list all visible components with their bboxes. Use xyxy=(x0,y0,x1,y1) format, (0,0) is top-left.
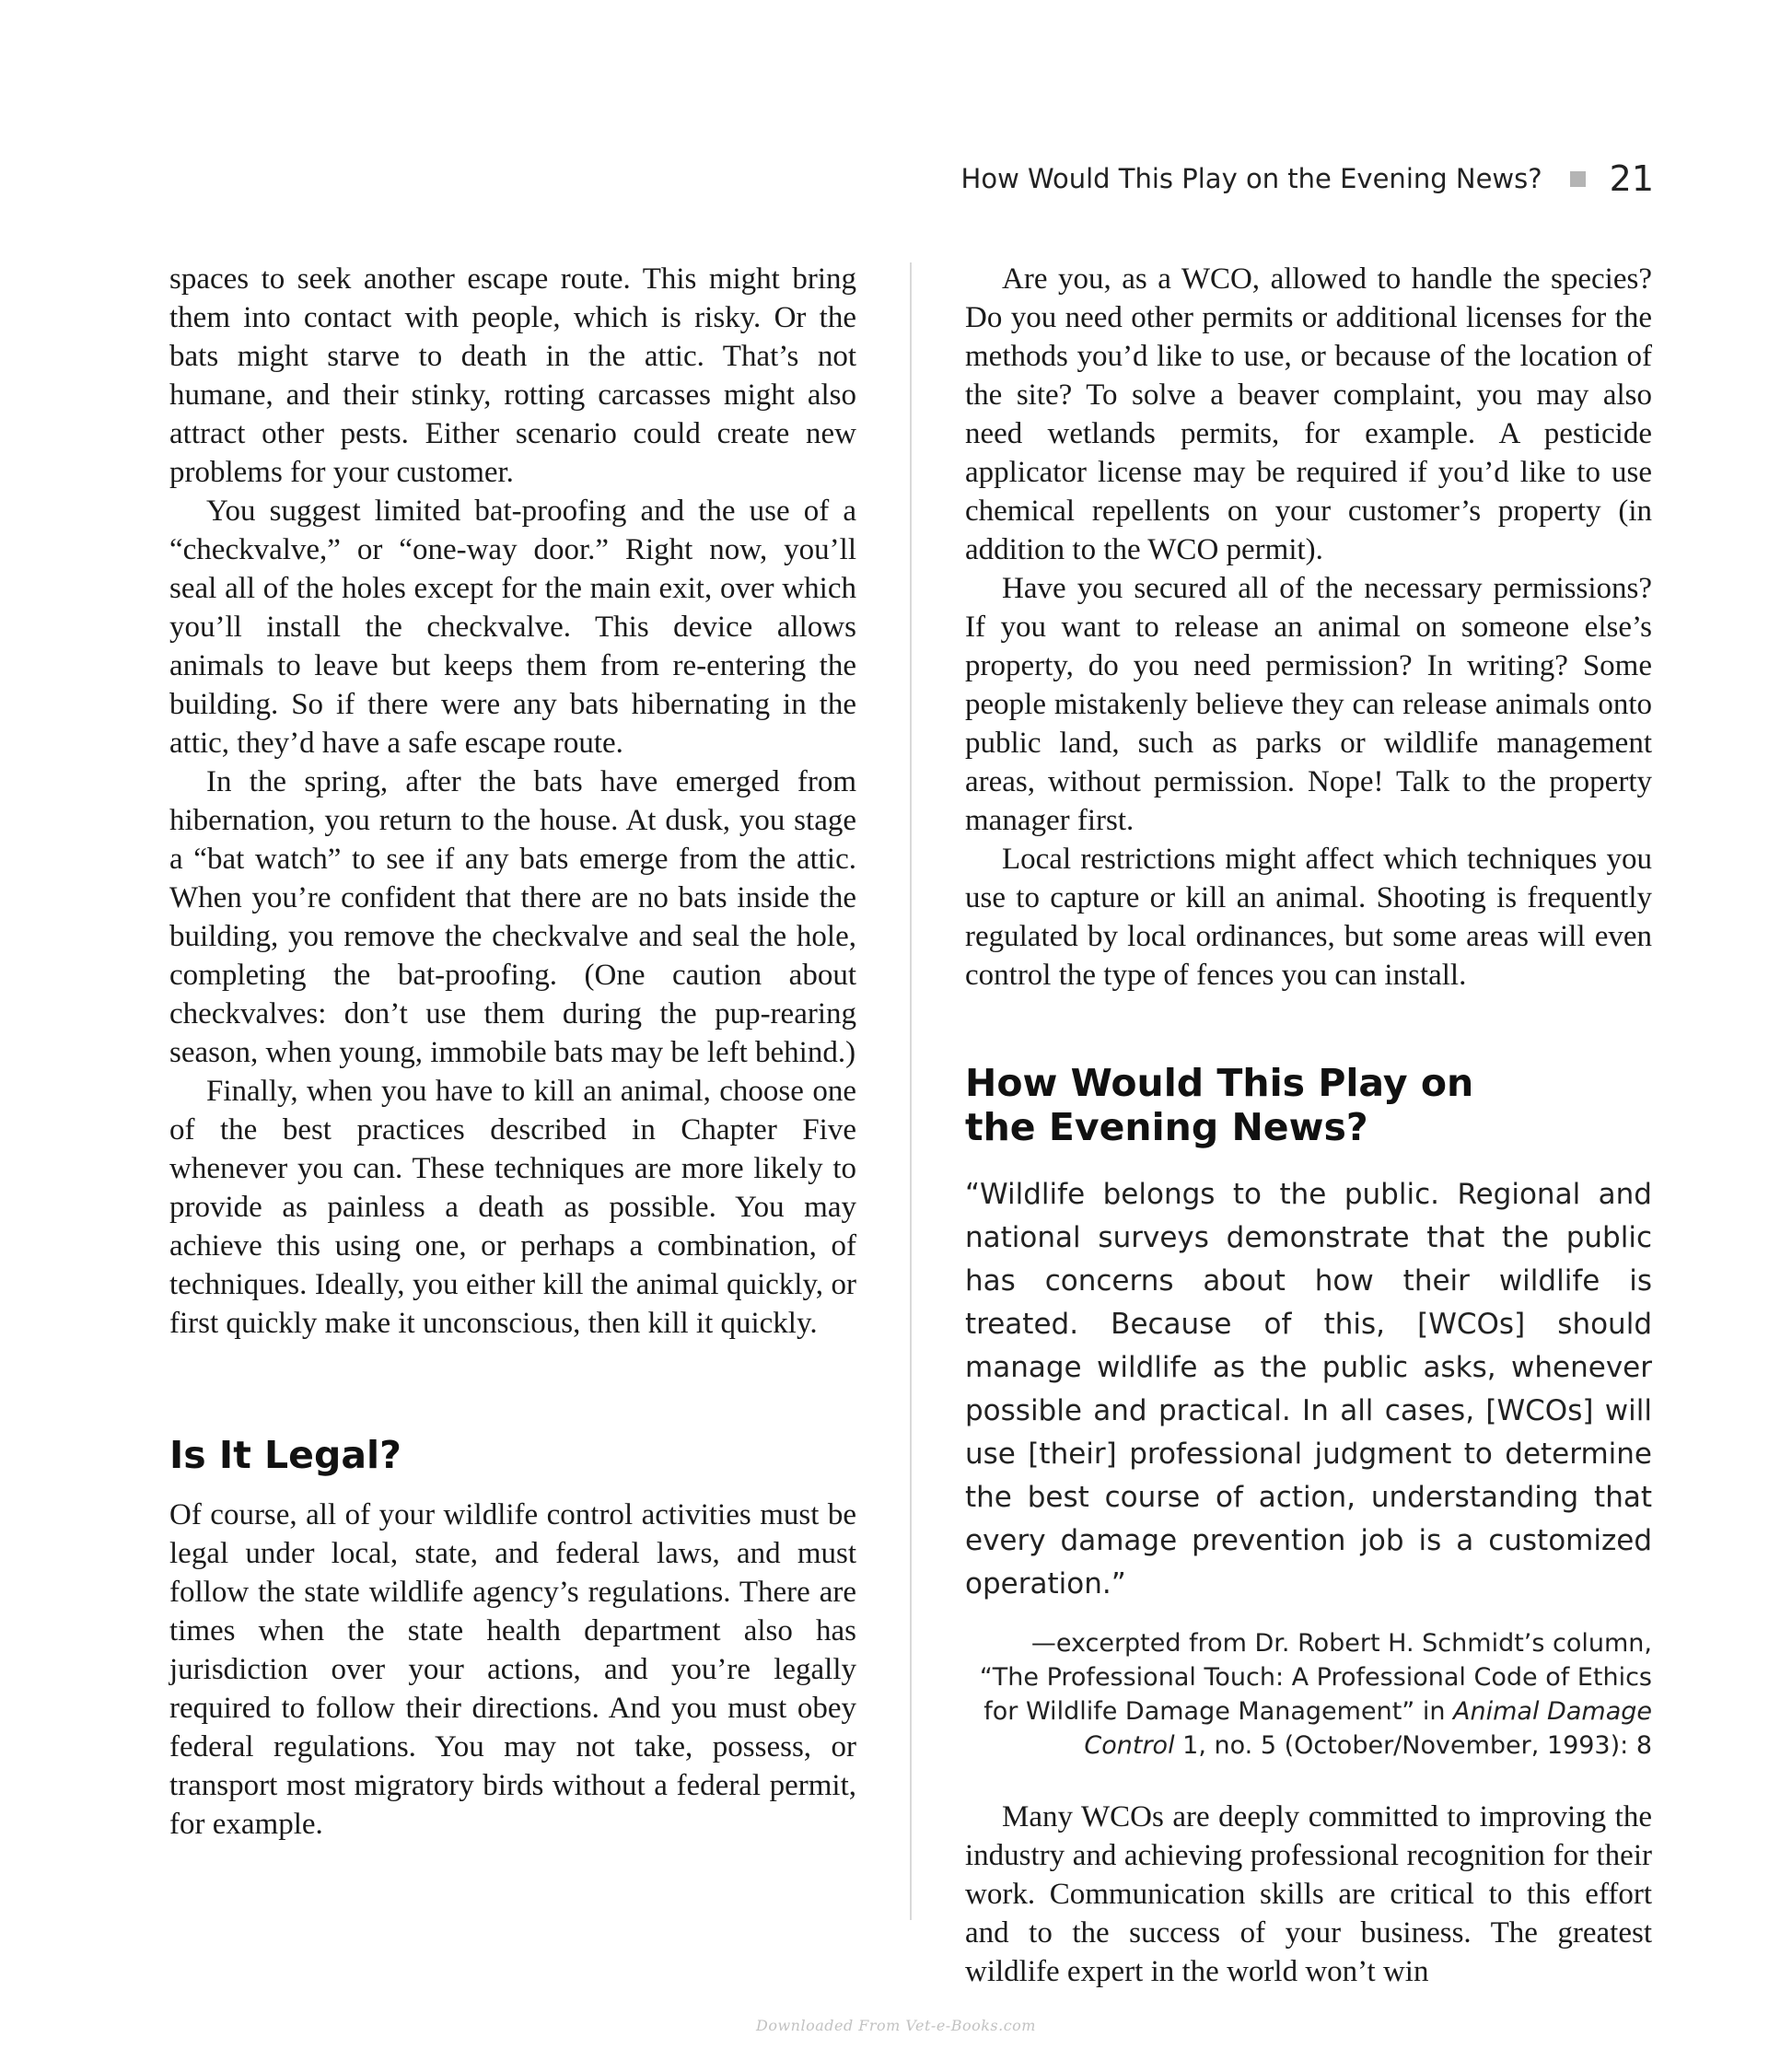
section-heading-evening-news: How Would This Play on the Evening News? xyxy=(965,1061,1474,1149)
attribution-line: “The Professional Touch: A Professional Code of Ethics xyxy=(979,1663,1652,1692)
body-paragraph: Are you, as a WCO, allowed to handle the species? Do you need other permits or additional licenses for the methods you’d like to use, or because of the location of the site? To solve a beaver complaint, you may also need wetlands permits, for example. A pesticide applicator license may be required if you’d like to use chemical repellents on your customer’s property (in addition to the WCO permit). xyxy=(965,262,1652,566)
page-number: 21 xyxy=(1609,158,1654,199)
block-quote: “Wildlife belongs to the public. Regional and national surveys demonstrate that the public has concerns about how their wildlife is treated. Because of this, [WCOs] should manage wildlife as the public asks, whenever possible and practical. In all cases, [WCOs] will use [their] professional judgment to determine the best course of action, understanding that every damage prevention job is a customized operation.” xyxy=(965,1178,1652,1601)
square-bullet-icon xyxy=(1570,171,1586,187)
body-paragraph: Finally, when you have to kill an animal, choose one of the best practices described in Chapter Five whenever you can. These techniques are more likely to provide as painless a death as possible. You may achieve this using one, or perhaps a combination, of techniques. Ideally, you either kill the animal quickly, or first quickly make it unconscious, then kill it quickly. xyxy=(169,1075,856,1340)
body-paragraph: In the spring, after the bats have emerged from hibernation, you return to the house. At dusk, you stage a “bat watch” to see if any bats emerge from the attic. When you’re confident that there are no bats inside the building, you remove the checkvalve and seal the hole, completing the bat-proofing. (One caution about checkvalves: don’t use them during the pup-rearing season, when young, immobile bats may be left behind.) xyxy=(169,765,856,1069)
quote-attribution xyxy=(965,1626,1652,1763)
body-paragraph: Of course, all of your wildlife control activities must be legal under local, state, and federal laws, and must follow the state wildlife agency’s regulations. There are times when the state health department also has jurisdiction over your actions, and you’re legally required to follow their directions. And you must obey federal regulations. You may not take, possess, or transport most migratory birds without a federal permit, for example. xyxy=(169,1498,856,1841)
download-watermark: Downloaded From Vet-e-Books.com xyxy=(756,2017,1036,2034)
column-divider xyxy=(910,262,912,1920)
attribution-line: Control 1, no. 5 (October/November, 1993): 8 xyxy=(1084,1731,1652,1760)
body-paragraph: Many WCOs are deeply committed to improving the industry and achieving professional recognition for their work. Communication skills are critical to this effort and to the success of your business. The greatest wildlife expert in the world won’t win xyxy=(965,1800,1652,1988)
body-paragraph: You suggest limited bat-proofing and the use of a “checkvalve,” or “one-way door.” Right now, you’ll seal all of the holes except for the main exit, over which you’ll install the checkvalve. This device allows animals to leave but keeps them from re-entering the building. So if there were any bats hibernating in the attic, they’d have a safe escape route. xyxy=(169,495,856,760)
body-paragraph: spaces to seek another escape route. This might bring them into contact with people, which is risky. Or the bats might starve to death in the attic. That’s not humane, and their stinky, rotting carcasses might also attract other pests. Either scenario could create new problems for your customer. xyxy=(169,262,856,489)
attribution-line: for Wildlife Damage Management” in Animal Damage xyxy=(983,1697,1652,1726)
section-heading-legal: Is It Legal? xyxy=(169,1433,401,1477)
right-column xyxy=(965,260,1652,1991)
body-paragraph: Local restrictions might affect which techniques you use to capture or kill an animal. Shooting is frequently regulated by local ordinances, but some areas will even control the type of fences you can install. xyxy=(965,843,1652,992)
running-head xyxy=(961,158,1654,199)
left-column xyxy=(169,260,856,1844)
attribution-line: —excerpted from Dr. Robert H. Schmidt’s column, xyxy=(1030,1629,1652,1658)
body-paragraph: Have you secured all of the necessary permissions? If you want to release an animal on someone else’s property, do you need permission? In writing? Some people mistakenly believe they can release animals onto public land, such as parks or wildlife management areas, without permission. Nope! Talk to the property manager first. xyxy=(965,572,1652,837)
running-title: How Would This Play on the Evening News? xyxy=(960,163,1542,194)
